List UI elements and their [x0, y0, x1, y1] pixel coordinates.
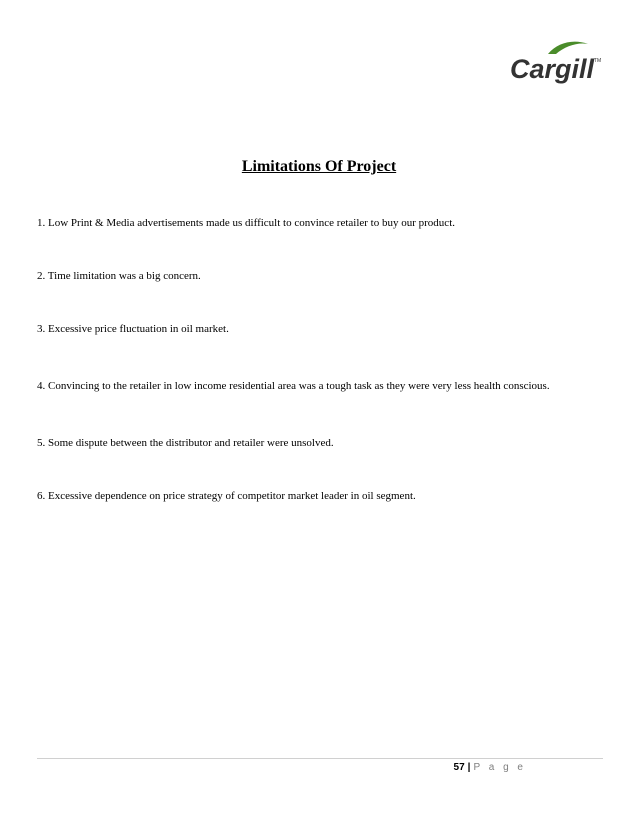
- svg-text:Cargill: Cargill: [510, 54, 595, 84]
- list-item: [37, 210, 603, 237]
- list-item: [37, 316, 603, 343]
- cargill-logo: [508, 40, 604, 86]
- limitation-3: 3. Excessive price fluctuation in oil market.: [37, 323, 229, 335]
- list-item: [37, 369, 603, 404]
- page-label: P a g e: [473, 762, 526, 773]
- limitation-2: 2. Time limitation was a big concern.: [37, 270, 201, 282]
- limitations-list: [37, 210, 603, 536]
- list-item: [37, 483, 603, 510]
- limitation-1: 1. Low Print & Media advertisements made us difficult to convince retailer to buy our product.: [37, 217, 455, 229]
- page-footer: [454, 762, 526, 773]
- limitation-4: 4. Convincing to the retailer in low income residential area was a tough task as they were very less health conscious.: [37, 380, 550, 392]
- list-item: [37, 430, 603, 457]
- page-title: Limitations Of Project: [241, 158, 397, 175]
- svg-text:TM: TM: [594, 58, 602, 64]
- footer-divider: [37, 758, 603, 759]
- page-number: 57: [453, 762, 465, 773]
- footer-separator: |: [467, 762, 471, 773]
- limitation-6: 6. Excessive dependence on price strategy of competitor market leader in oil segment.: [37, 490, 416, 502]
- limitation-5: 5. Some dispute between the distributor and retailer were unsolved.: [37, 437, 334, 449]
- list-item: [37, 263, 603, 290]
